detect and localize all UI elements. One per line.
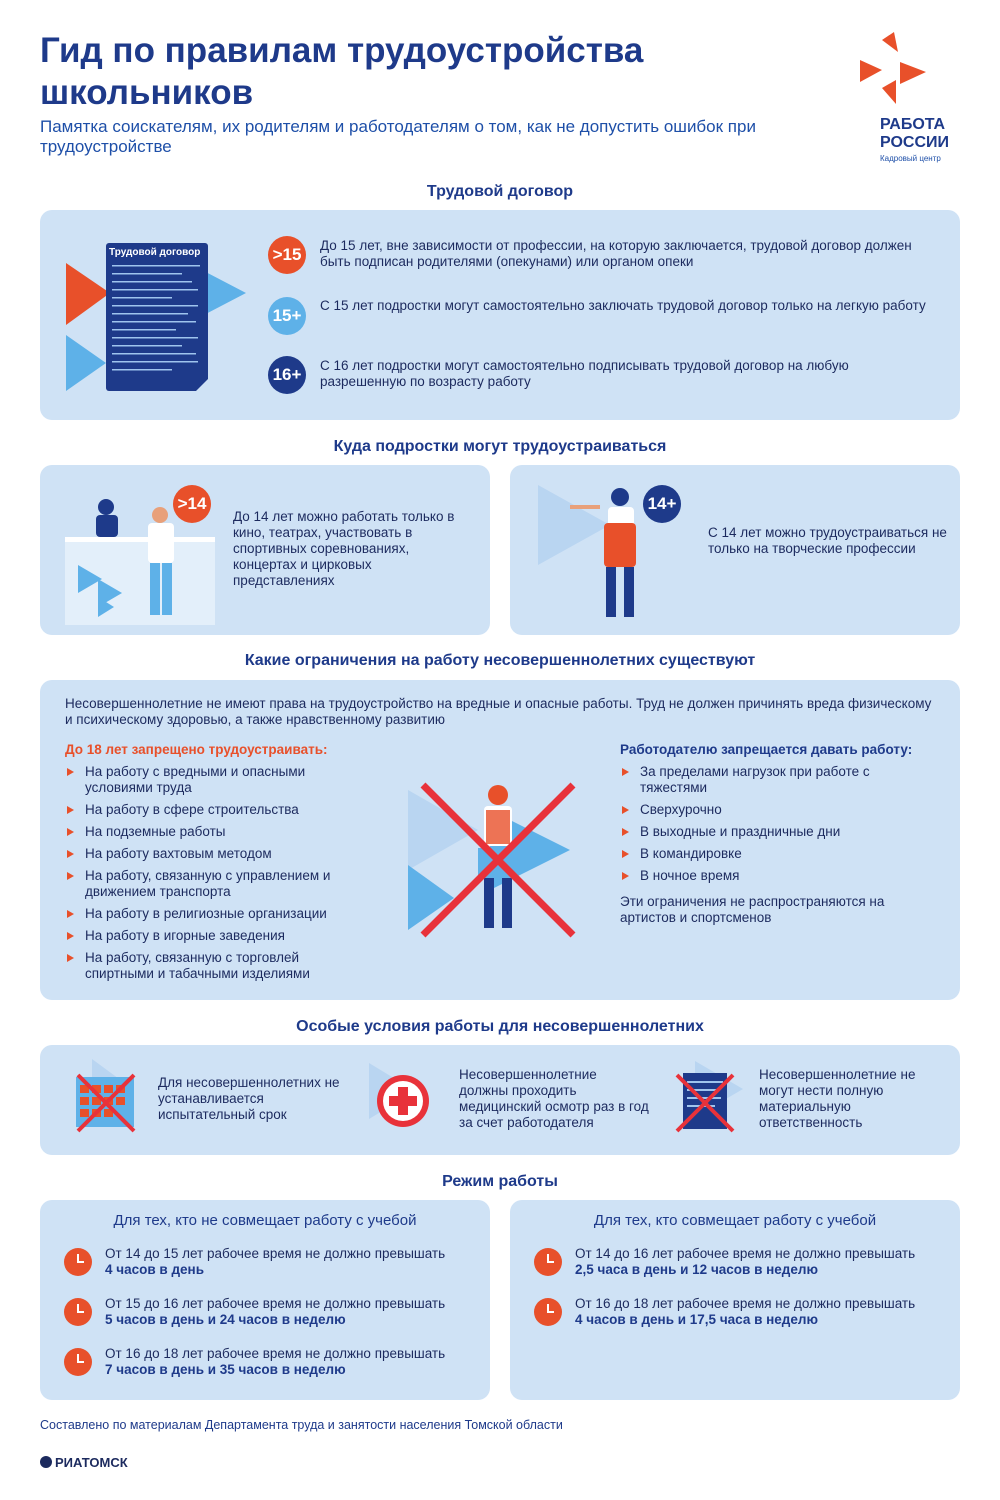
logo-subtitle: Кадровый центр — [880, 154, 941, 163]
limits-panel — [40, 680, 960, 1000]
clock-icon — [64, 1298, 92, 1326]
contract-document-icon — [60, 235, 260, 405]
limits-section-title: Какие ограничения на работу несовершеннолетних существуют — [244, 652, 756, 669]
contract-panel — [40, 210, 960, 420]
mode-right-panel — [510, 1200, 960, 1400]
limits-note: Эти ограничения не распространяются на артистов и спортсменов — [620, 894, 885, 925]
source-note: Составлено по материалам Департамента труда и занятости населения Томской области — [40, 1418, 563, 1432]
list-item: На работу в сфере строительства — [65, 802, 365, 818]
where-14-plus-text: С 14 лет можно трудоустраиваться не только на творческие профессии — [708, 525, 947, 556]
mode-left-item: От 16 до 18 лет рабочее время не должно превышать 7 часов в день и 35 часов в неделю — [105, 1346, 446, 1377]
list-item: На работу в игорные заведения — [65, 928, 365, 944]
where-left-panel — [40, 465, 490, 635]
age-badge-15-plus: 15+ — [268, 297, 306, 335]
mode-right-item: От 16 до 18 лет рабочее время не должно превышать 4 часов в день и 17,5 часа в неделю — [575, 1296, 916, 1327]
page-subtitle: Памятка соискателям, их родителям и работодателям о том, как не допустить ошибок при трудоустройстве — [40, 117, 756, 156]
special-medical-text: Несовершеннолетние должны проходить медицинский осмотр раз в год за счет работодателя — [459, 1067, 649, 1130]
medical-cross-icon — [365, 1057, 445, 1137]
clock-icon — [534, 1298, 562, 1326]
list-item: На работу, связанную с управлением и движением транспорта — [65, 868, 365, 900]
list-item: На работу с вредными и опасными условиями труда — [65, 764, 365, 796]
contract-rule-15-plus: С 15 лет подростки могут самостоятельно заключать трудовой договор только на легкую работу — [320, 298, 926, 313]
where-right-panel — [510, 465, 960, 635]
limits-intro: Несовершеннолетние не имеют права на трудоустройство на вредные и опасные работы. Труд не должен причинять вреда физическому и психическому здоровью, а также нравственному развитию — [65, 696, 932, 727]
list-item: На работу в религиозные организации — [65, 906, 365, 922]
age-badge-under-14: >14 — [173, 485, 211, 523]
list-item: В выходные и праздничные дни — [620, 824, 900, 840]
limits-right-list — [620, 764, 900, 890]
where-section-title: Куда подростки могут трудоустраиваться — [333, 438, 667, 455]
logo-text: РАБОТА РОССИИ — [880, 116, 950, 151]
document-title: Трудовой договор — [109, 247, 201, 258]
mode-right-item: От 14 до 16 лет рабочее время не должно превышать 2,5 часа в день и 12 часов в неделю — [575, 1246, 916, 1277]
worker-crossed-out-icon — [408, 770, 588, 950]
list-item: На работу вахтовым методом — [65, 846, 365, 862]
list-item: В командировке — [620, 846, 900, 862]
mode-left-title: Для тех, кто не совмещает работу с учебой — [113, 1212, 417, 1229]
special-probation-text: Для несовершеннолетних не устанавливается испытательный срок — [158, 1075, 340, 1122]
calendar-crossed-icon — [70, 1057, 150, 1137]
page-title: Гид по правилам трудоустройства школьников — [40, 31, 644, 112]
mode-left-item: От 15 до 16 лет рабочее время не должно превышать 5 часов в день и 24 часов в неделю — [105, 1296, 446, 1327]
mode-left-panel — [40, 1200, 490, 1400]
mode-left-item: От 14 до 15 лет рабочее время не должно превышать 4 часов в день — [105, 1246, 446, 1277]
contract-rule-16-plus: С 16 лет подростки могут самостоятельно подписывать трудовой договор на любую разрешенную по возрасту работу — [320, 358, 849, 389]
cashier-and-visitor-icon — [60, 475, 240, 625]
list-item: За пределами нагрузок при работе с тяжестями — [620, 764, 900, 796]
list-item: На работу, связанную с торговлей спиртными и табачными изделиями — [65, 950, 365, 982]
age-badge-16-plus: 16+ — [268, 356, 306, 394]
document-crossed-icon — [665, 1057, 745, 1137]
limits-left-heading: До 18 лет запрещено трудоустраивать: — [65, 742, 328, 757]
special-section-title: Особые условия работы для несовершеннолетних — [296, 1018, 704, 1035]
contract-rule-under-15: До 15 лет, вне зависимости от профессии, на которую заключается, трудовой договор должен быть подписан родителями (опекунами) или органом опеки — [320, 238, 912, 269]
clock-icon — [64, 1248, 92, 1276]
age-badge-under-15: >15 — [268, 236, 306, 274]
clock-icon — [534, 1248, 562, 1276]
limits-right-heading: Работодателю запрещается давать работу: — [620, 742, 913, 757]
mode-right-title: Для тех, кто совмещает работу с учебой — [593, 1212, 877, 1229]
special-liability-text: Несовершеннолетние не могут нести полную материальную ответственность — [759, 1067, 916, 1130]
contract-section-title: Трудовой договор — [426, 183, 574, 200]
where-under-14-text: До 14 лет можно работать только в кино, театрах, участвовать в спортивных соревнованиях, концертах и цирковых представлениях — [233, 509, 455, 588]
clock-icon — [64, 1348, 92, 1376]
special-panel — [40, 1045, 960, 1155]
ria-logo-icon — [40, 1456, 52, 1468]
limits-left-list — [65, 764, 365, 988]
mode-section-title: Режим работы — [442, 1173, 558, 1190]
list-item: На подземные работы — [65, 824, 365, 840]
age-badge-14-plus: 14+ — [643, 485, 681, 523]
ria-tomsk-logo: РИАТОМСК — [40, 1455, 128, 1470]
list-item: В ночное время — [620, 868, 900, 884]
list-item: Сверхурочно — [620, 802, 900, 818]
